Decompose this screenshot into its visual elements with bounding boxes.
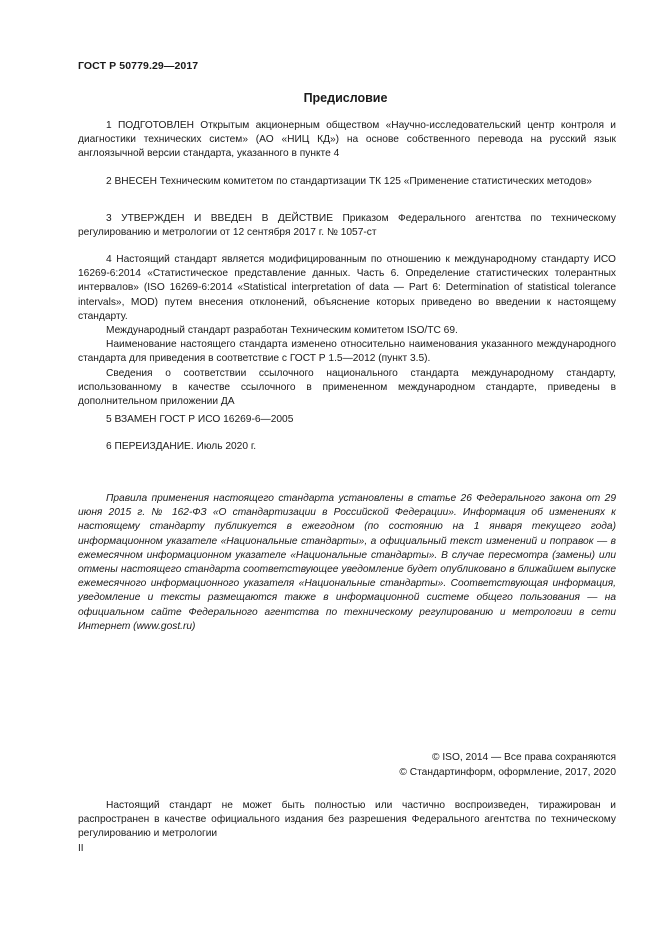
item-2 — [78, 175, 616, 189]
item-6 — [78, 440, 616, 454]
item-4-paragraph-2: Международный стандарт разработан Техническим комитетом ISO/TC 69. — [106, 325, 458, 337]
item-4-paragraph-4: Сведения о соответствии ссылочного национального стандарта международному стандарту, использованному в качестве ссылочного в примененном международном стандарте, приведены в дополнительном приложении ДА — [78, 367, 616, 408]
document-header: ГОСТ Р 50779.29—2017 — [78, 60, 199, 72]
page-number: II — [78, 843, 84, 854]
reproduction-notice — [78, 799, 616, 842]
item-4-paragraph-3: Наименование настоящего стандарта изменено относительно наименования указанного международного стандарта для приведения в соответствие с ГОСТ Р 1.5—2012 (пункт 3.5). — [78, 339, 616, 365]
item-2-text: 2 ВНЕСЕН Техническим комитетом по стандартизации ТК 125 «Применение статистических методов» — [106, 176, 592, 187]
page-title: Предисловие — [303, 91, 388, 105]
application-notice — [78, 492, 616, 634]
item-3 — [78, 212, 616, 240]
item-6-text: 6 ПЕРЕИЗДАНИЕ. Июль 2020 г. — [106, 441, 257, 452]
copyright-standartinform: © Стандартинформ, оформление, 2017, 2020 — [399, 767, 616, 778]
item-4-paragraph-1: 4 Настоящий стандарт является модифицированным по отношению к международному стандарту ИСО 16269-6:2014 «Статистическое представление данных. Часть 6. Определение статистических толерантных интервалов» (ISO 16269-6:2014 «Statistical interpretation of data — Part 6: Determination of statistical tolerance intervals», MOD) путем внесения отклонений, объяснение которых приведено во введении к настоящему стандарту. — [78, 254, 616, 322]
item-3-text: 3 УТВЕРЖДЕН И ВВЕДЕН В ДЕЙСТВИЕ Приказом Федерального агентства по техническому регулированию и метрологии от 12 сентября 2017 г. № 1057-ст — [78, 213, 616, 239]
item-5 — [78, 413, 616, 427]
item-5-text: 5 ВЗАМЕН ГОСТ Р ИСО 16269-6—2005 — [106, 414, 294, 425]
item-1-text: 1 ПОДГОТОВЛЕН Открытым акционерным обществом «Научно-исследовательский центр контроля и диагностики технических систем» (АО «НИЦ КД») на основе собственного перевода на русский язык англоязычной версии стандарта, указанного в пункте 4 — [78, 120, 616, 160]
reproduction-notice-text: Настоящий стандарт не может быть полностью или частично воспроизведен, тиражирован и распространен в качестве официального издания без разрешения Федерального агентства по техническому регулированию и метрологии — [78, 800, 616, 840]
copyright-block — [216, 750, 616, 780]
item-4 — [78, 253, 616, 409]
copyright-iso: © ISO, 2014 — Все права сохраняются — [432, 752, 616, 763]
application-notice-text: Правила применения настоящего стандарта установлены в статье 26 Федерального закона от 29 июня 2015 г. № 162-ФЗ «О стандартизации в Российской Федерации». Информация об изменениях к настоящему стандарту публикуется в ежегодном (по состоянию на 1 января текущего года) информационном указателе «Национальные стандарты», а официальный текст изменений и поправок — в ежемесячном информационном указателе «Национальные стандарты». В случае пересмотра (замены) или отмены настоящего стандарта соответствующее уведомление будет опубликовано в ближайшем выпуске ежемесячного информационного указателя «Национальные стандарты». Соответствующая информация, уведомление и тексты размещаются также в информационной системе общего пользования — на официальном сайте Федерального агентства по техническому регулированию и метрологии в сети Интернет (www.gost.ru) — [78, 493, 616, 632]
item-1 — [78, 119, 616, 162]
